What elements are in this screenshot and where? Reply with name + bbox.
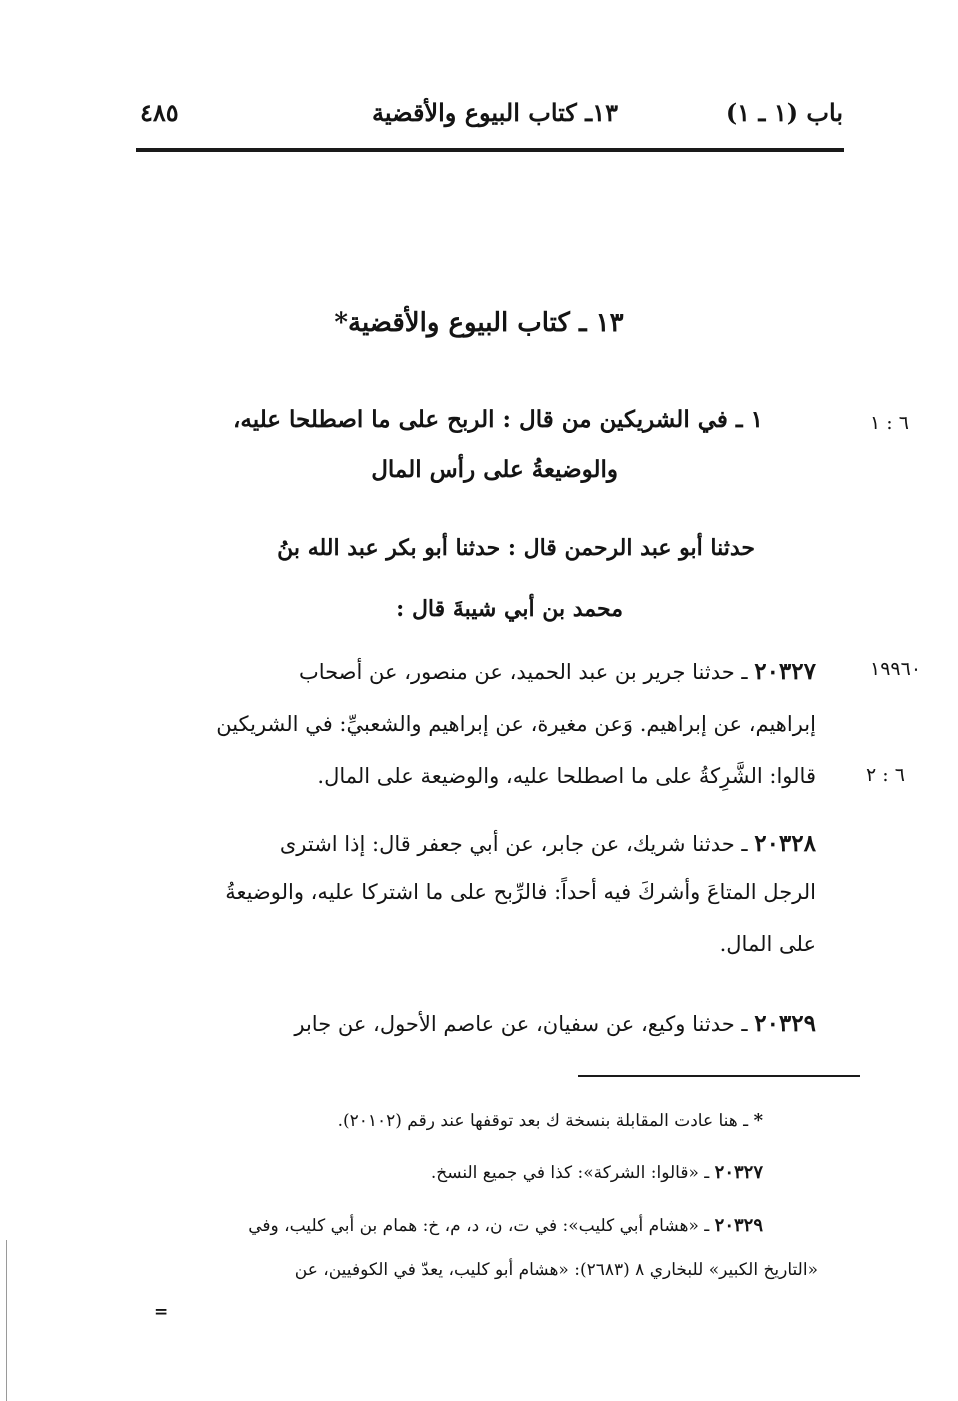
footnote-rule <box>578 1075 860 1077</box>
hadith-line <box>294 1010 816 1037</box>
hadith-line: الرجل المتاعَ وأشركَ فيه أحداً: فالرِّبح على ما اشتركا عليه، والوضيعةُ <box>225 880 816 904</box>
hadith-line <box>280 830 816 857</box>
hadith-number: ٢٠٣٢٧ <box>754 658 816 685</box>
hadith-number: ٢٠٣٢٩ <box>754 1010 816 1037</box>
hadith-line: إبراهيم، عن إبراهيم. وَعن مغيرة، عن إبراهيم والشعبيِّ: في الشريكين <box>216 712 816 736</box>
hadith-line <box>299 658 816 685</box>
footnote-text: ـ «قالوا: الشركة»: كذا في جميع النسخ. <box>430 1163 710 1183</box>
header-rule <box>136 148 844 152</box>
footnote-marker: ٢٠٣٢٩ <box>714 1215 763 1236</box>
margin-ref-section: ٦ : ١ <box>870 412 909 434</box>
section-title-line-1: ١ ـ في الشريكين من قال : الربح على ما اصطلحا عليه، <box>233 406 763 433</box>
section-title-line-2: والوضيعةُ على رأس المال <box>371 456 618 483</box>
scan-edge-line <box>6 1240 7 1401</box>
footnote <box>248 1215 763 1236</box>
running-head-bab: باب (١ ـ ١) <box>725 98 843 127</box>
footnote-marker: * <box>753 1110 763 1131</box>
continuation-mark: = <box>154 1302 169 1322</box>
margin-ref-hadith: ١٩٩٦٠ <box>870 658 922 680</box>
margin-ref-page: ٦ : ٢ <box>866 764 905 786</box>
footnote-marker: ٢٠٣٢٧ <box>714 1162 763 1183</box>
book-title: ١٣ ـ كتاب البيوع والأقضية* <box>334 308 624 338</box>
page-number: ٤٨٥ <box>140 98 179 127</box>
hadith-text: ـ حدثنا وكيع، عن سفيان، عن عاصم الأحول، عن جابر <box>294 1012 748 1036</box>
hadith-text: ـ حدثنا جرير بن عبد الحميد، عن منصور، عن أصحاب <box>298 660 748 684</box>
hadith-text: ـ حدثنا شريك، عن جابر، عن أبي جعفر قال: إذا اشترى <box>279 832 748 856</box>
footnote-text: ـ هنا عادت المقابلة بنسخة ك بعد توقفها عند رقم (٢٠١٠٢). <box>337 1111 749 1131</box>
hadith-number: ٢٠٣٢٨ <box>754 830 816 857</box>
footnote <box>338 1110 763 1131</box>
footnote-continuation-line: «التاريخ الكبير» للبخاري ٨ (٢٦٨٣): «هشام أبو كليب، يعدّ في الكوفيين، عن <box>294 1260 818 1280</box>
isnad-line-2: محمد بن أبي شيبةَ قال : <box>396 596 623 622</box>
hadith-line: قالوا: الشَّرِكةُ على ما اصطلحا عليه، والوضيعة على المال. <box>317 764 816 788</box>
running-head-book: ١٣ـ كتاب البيوع والأقضية <box>372 98 618 127</box>
isnad-line-1: حدثنا أبو عبد الرحمن قال : حدثنا أبو بكر عبد الله بنُ <box>277 535 755 561</box>
hadith-line: على المال. <box>719 932 816 956</box>
footnote <box>431 1162 763 1183</box>
footnote-text: ـ «هشام أبي كليب»: في ت، ن، د، م، خ: همام بن أبي كليب، وفي <box>248 1216 710 1236</box>
